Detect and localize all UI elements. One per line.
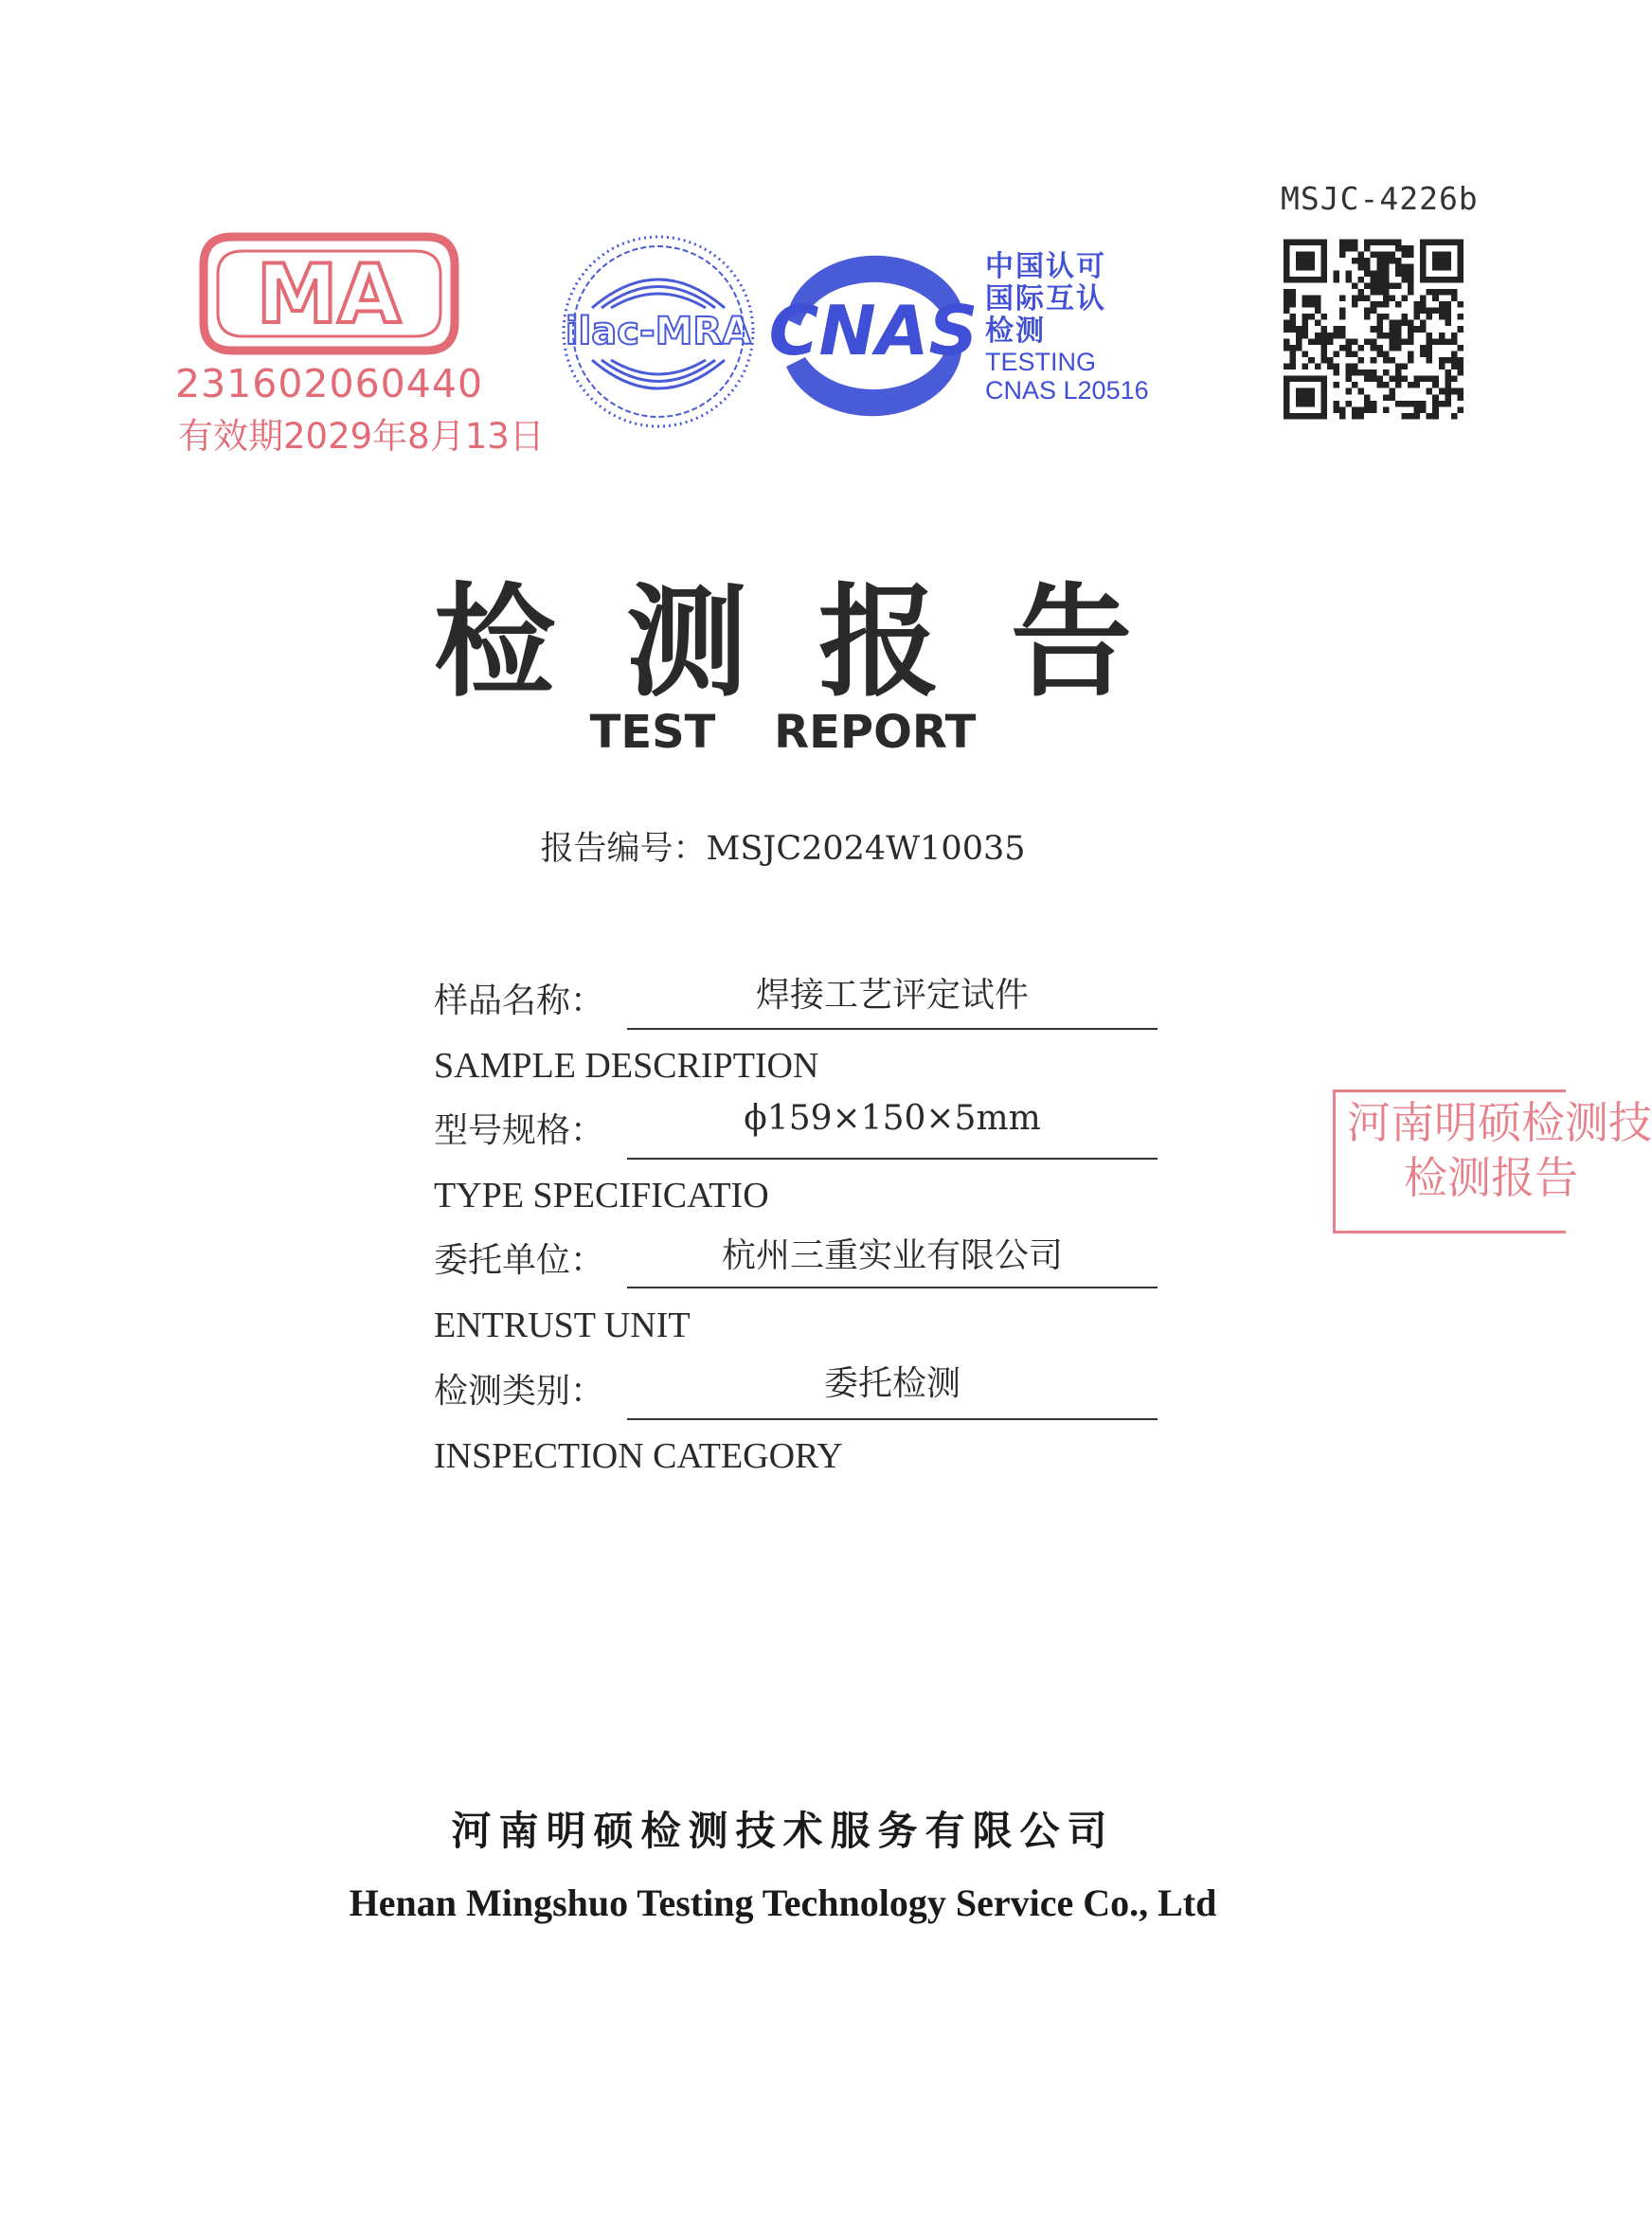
- field-underline: [627, 1287, 1158, 1288]
- field-value: 委托检测: [823, 1364, 961, 1403]
- field-label-cn: 样品名称：: [434, 981, 605, 1020]
- field-label-cn: 型号规格：: [434, 1111, 605, 1150]
- cnas-line-5: CNAS L20516: [985, 376, 1149, 405]
- cnas-line-1: 中国认可: [985, 251, 1106, 282]
- field-label-en: TYPE SPECIFICATIO: [434, 1176, 769, 1216]
- seal-stamp: [1333, 1089, 1652, 1234]
- company-name-cn: 河南明硕检测技术服务有限公司: [451, 1808, 1115, 1854]
- report-number: 报告编号：MSJC2024W10035: [540, 830, 1026, 868]
- field-label-en: SAMPLE DESCRIPTION: [434, 1046, 819, 1086]
- seal-stamp-line-2: 检测报告: [1404, 1151, 1578, 1203]
- cnas-logo: [758, 248, 990, 423]
- seal-stamp-line-1: 河南明硕检测技: [1347, 1097, 1652, 1148]
- field-label-en: ENTRUST UNIT: [434, 1306, 691, 1345]
- cnas-line-2: 国际互认: [985, 282, 1106, 315]
- field-value: ϕ159×150×5mm: [744, 1099, 1041, 1138]
- cnas-line-4: TESTING: [985, 347, 1097, 376]
- document-code: MSJC-4226b: [1281, 180, 1479, 217]
- field-underline: [627, 1028, 1158, 1030]
- field-label-en: INSPECTION CATEGORY: [434, 1436, 843, 1476]
- field-underline: [627, 1418, 1158, 1420]
- field-label-cn: 委托单位：: [434, 1241, 605, 1280]
- ilac-mra-logo-text: ilac-MRA: [565, 310, 752, 353]
- qr-code-icon: [1284, 237, 1463, 422]
- ma-logo-text: MA: [256, 247, 402, 342]
- company-name-en: Henan Mingshuo Testing Technology Service Co., Ltd: [349, 1882, 1217, 1924]
- cnas-text-block: [985, 251, 1149, 405]
- field-value: 焊接工艺评定试件: [755, 976, 1029, 1015]
- ma-validity: 有效期2029年8月13日: [178, 416, 545, 457]
- ilac-mra-logo: [559, 232, 758, 431]
- report-title-en: TEST REPORT: [589, 706, 977, 759]
- field-value: 杭州三重实业有限公司: [721, 1236, 1063, 1275]
- ma-logo: [194, 227, 464, 360]
- report-title-cn: 检测报告: [433, 571, 1203, 713]
- field-label-cn: 检测类别：: [434, 1372, 605, 1411]
- cnas-line-3: 检测: [985, 315, 1046, 347]
- ma-cert-number: 231602060440: [175, 361, 484, 406]
- cnas-logo-text: CNAS: [768, 291, 979, 370]
- field-underline: [627, 1158, 1158, 1160]
